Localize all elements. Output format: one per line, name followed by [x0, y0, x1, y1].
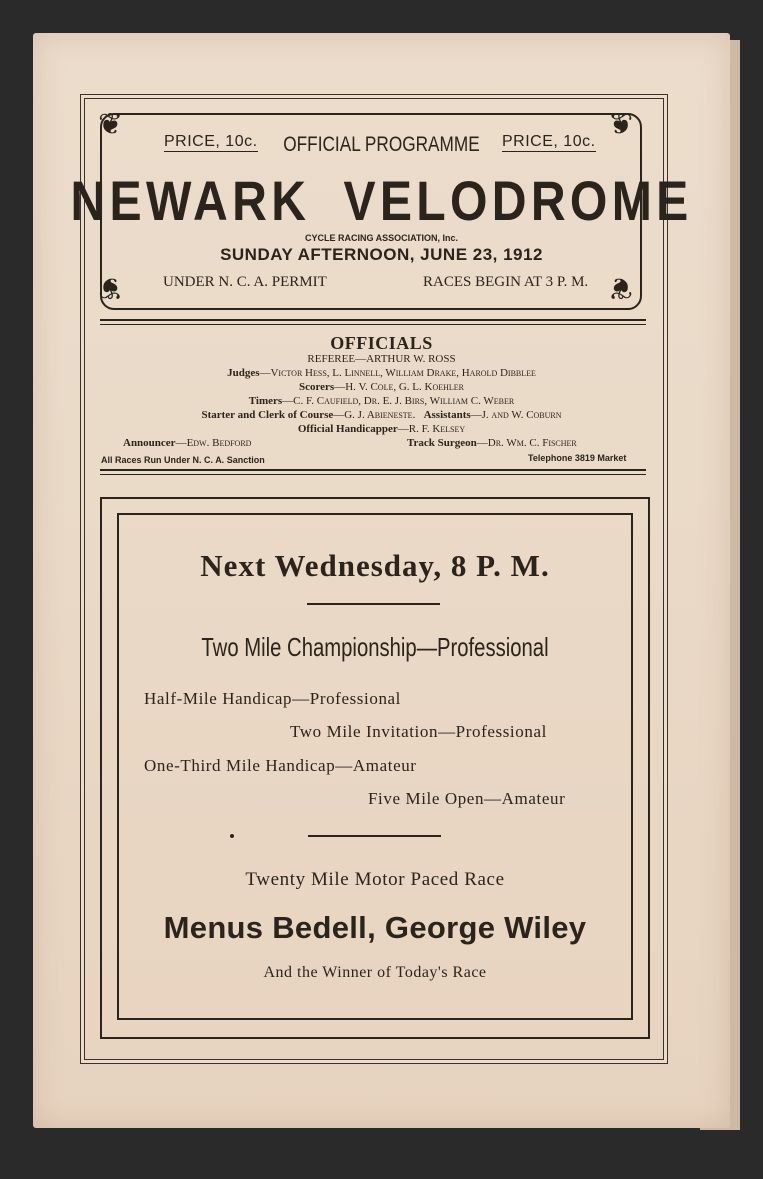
- timers-line: [0, 395, 763, 407]
- announcer-label: Announcer: [123, 437, 176, 449]
- next-event-heading: Next Wednesday, 8 P. M.: [200, 548, 550, 583]
- scroll-ornament-icon: ❦: [608, 108, 634, 141]
- winner-note: And the Winner of Today's Race: [263, 964, 487, 981]
- scroll-ornament-icon: ❦: [608, 271, 634, 304]
- race-item: Five Mile Open—Amateur: [368, 789, 566, 808]
- page-title: NEWARK VELODROME: [70, 169, 693, 232]
- surgeon: —Dr. Wm. C. Fischer: [476, 437, 577, 449]
- association-name: CYCLE RACING ASSOCIATION, Inc.: [304, 233, 458, 243]
- surgeon-line: [407, 437, 577, 449]
- race-item: One-Third Mile Handicap—Amateur: [144, 756, 417, 775]
- scroll-ornament-icon: ❦: [98, 271, 124, 304]
- assistants: —J. and W. Coburn: [470, 409, 562, 421]
- surgeon-label: Track Surgeon: [407, 437, 477, 449]
- divider: [308, 835, 441, 837]
- judges-label: Judges: [227, 367, 260, 379]
- programme-label: OFFICIAL PROGRAMME: [283, 133, 480, 156]
- featured-riders: Menus Bedell, George Wiley: [163, 910, 587, 945]
- sanction-note: All Races Run Under N. C. A. Sanction: [101, 455, 265, 465]
- handicapper: —R. F. Kelsey: [397, 423, 466, 435]
- telephone-number: Telephone 3819 Market: [528, 453, 627, 463]
- announcer-line: [123, 437, 251, 449]
- timers-label: Timers: [248, 395, 283, 407]
- starter: —G. J. Abieneste.: [333, 409, 416, 421]
- starter-line: [0, 409, 763, 421]
- scroll-ornament-icon: ❦: [98, 108, 124, 141]
- event-date: SUNDAY AFTERNOON, JUNE 23, 1912: [220, 245, 543, 264]
- divider: [100, 319, 646, 321]
- scorers-label: Scorers: [298, 381, 335, 393]
- start-time: RACES BEGIN AT 3 P. M.: [423, 274, 589, 290]
- motor-paced-race: Twenty Mile Motor Paced Race: [245, 869, 505, 890]
- ink-speck: [230, 834, 234, 838]
- referee-line: [0, 353, 763, 365]
- divider: [100, 469, 646, 471]
- race-item: Two Mile Invitation—Professional: [290, 722, 547, 741]
- officials-heading: OFFICIALS: [330, 333, 433, 353]
- starter-label: Starter and Clerk of Course: [201, 409, 334, 421]
- divider: [307, 603, 440, 605]
- permit-note: UNDER N. C. A. PERMIT: [163, 274, 327, 290]
- divider: [100, 474, 646, 475]
- judges-line: [0, 367, 763, 379]
- assistants-label: Assistants: [423, 409, 471, 421]
- timers: —C. F. Caufield, Dr. E. J. Birs, William C. Weber: [282, 395, 515, 407]
- handicapper-label: Official Handicapper: [297, 423, 398, 435]
- judges: —Victor Hess, L. Linnell, William Drake, Harold Dibblee: [259, 367, 536, 379]
- announcer: —Edw. Bedford: [175, 437, 252, 449]
- scorers-line: [0, 381, 763, 393]
- handicapper-line: [0, 423, 763, 435]
- price-right: PRICE, 10c.: [502, 133, 596, 150]
- race-item: Half-Mile Handicap—Professional: [144, 689, 402, 708]
- scorers: —H. V. Cole, G. L. Koehler: [334, 381, 465, 393]
- divider: [100, 324, 646, 325]
- referee: REFEREE—ARTHUR W. ROSS: [307, 353, 456, 365]
- price-left: PRICE, 10c.: [164, 133, 258, 150]
- championship-race: Two Mile Championship—Professional: [201, 632, 549, 662]
